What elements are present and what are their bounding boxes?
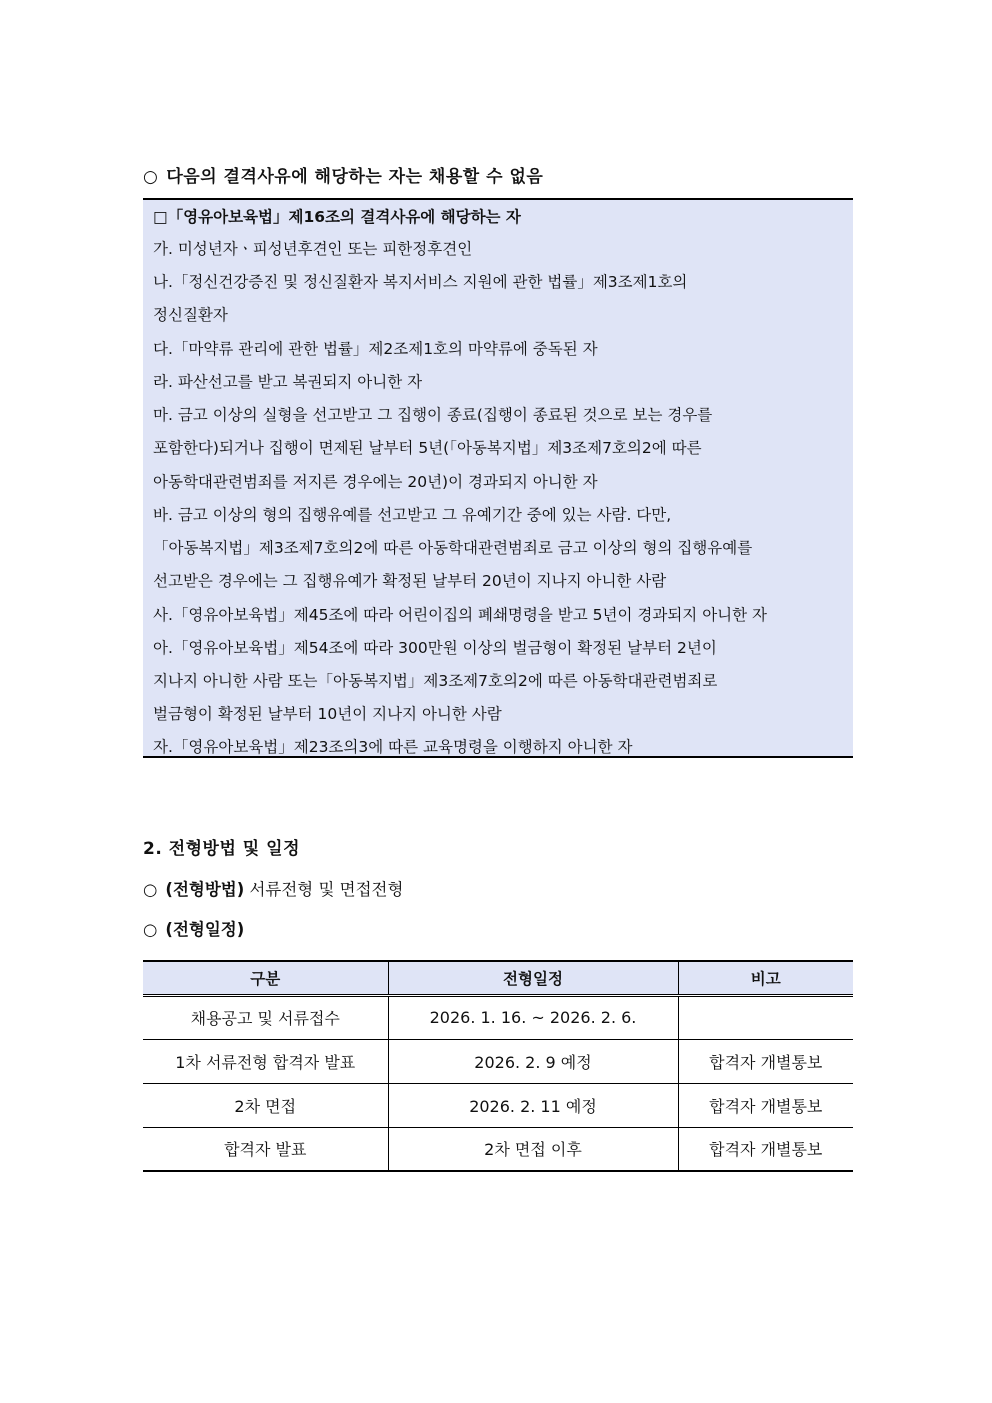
header-schedule: 전형일정 (388, 961, 678, 995)
schedule-table (143, 960, 853, 1172)
box-line: 자.「영유아보육법」제23조의3에 따른 교육명령을 이행하지 아니한 자 (153, 738, 633, 756)
header-note: 비고 (678, 961, 853, 995)
cell-note (678, 995, 853, 1039)
header-category: 구분 (143, 961, 388, 995)
cell-note: 합격자 개별통보 (678, 1083, 853, 1127)
cell-note: 합격자 개별통보 (678, 1039, 853, 1083)
box-line: 라. 파산선고를 받고 복권되지 아니한 자 (153, 373, 423, 391)
box-line: 포함한다)되거나 집행이 면제된 날부터 5년(「아동복지법」제3조제7호의2에 따른 (153, 439, 702, 457)
box-line: 바. 금고 이상의 형의 집행유예를 선고받고 그 유예기간 중에 있는 사람. 다만, (153, 506, 672, 524)
cell-schedule: 2026. 2. 11 예정 (388, 1083, 678, 1127)
box-title: □「영유아보육법」제16조의 결격사유에 해당하는 자 (153, 208, 521, 226)
circle-bullet-icon: ○ (143, 880, 158, 899)
selection-schedule (143, 916, 244, 940)
box-line: 나.「정신건강증진 및 정신질환자 복지서비스 지원에 관한 법률」제3조제1호의 (153, 273, 688, 291)
table-row (143, 1127, 853, 1171)
box-line: 마. 금고 이상의 실형을 선고받고 그 집행이 종료(집행이 종료된 것으로 보는 경우를 (153, 406, 713, 424)
disqualification-heading-text: 다음의 결격사유에 해당하는 자는 채용할 수 없음 (166, 167, 544, 187)
schedule-label: (전형일정) (165, 920, 245, 939)
cell-category: 채용공고 및 서류접수 (143, 995, 388, 1039)
box-line: 정신질환자 (153, 306, 228, 324)
box-line: 지나지 아니한 사람 또는「아동복지법」제3조제7호의2에 따른 아동학대관련범죄로 (153, 672, 718, 690)
circle-bullet-icon: ○ (143, 167, 159, 187)
selection-method (143, 876, 403, 900)
cell-note: 합격자 개별통보 (678, 1127, 853, 1171)
table-row (143, 995, 853, 1039)
box-line: 선고받은 경우에는 그 집행유예가 확정된 날부터 20년이 지나지 아니한 사람 (153, 572, 667, 590)
cell-schedule: 2026. 2. 9 예정 (388, 1039, 678, 1083)
box-line: 가. 미성년자ㆍ피성년후견인 또는 피한정후견인 (153, 240, 473, 258)
cell-schedule: 2026. 1. 16. ~ 2026. 2. 6. (388, 995, 678, 1039)
box-line: 사.「영유아보육법」제45조에 따라 어린이집의 폐쇄명령을 받고 5년이 경과되지 아니한 자 (153, 606, 768, 624)
method-label: (전형방법) (165, 880, 245, 899)
box-line: 다.「마약류 관리에 관한 법률」제2조제1호의 마약류에 중독된 자 (153, 340, 598, 358)
section-title: 2. 전형방법 및 일정 (143, 839, 300, 859)
box-line: 「아동복지법」제3조제7호의2에 따른 아동학대관련범죄로 금고 이상의 형의 집행유예를 (153, 539, 753, 557)
table-row (143, 1039, 853, 1083)
table-row (143, 1083, 853, 1127)
box-line: 아동학대관련범죄를 저지른 경우에는 20년)이 경과되지 아니한 자 (153, 473, 598, 491)
cell-category: 2차 면접 (143, 1083, 388, 1127)
circle-bullet-icon: ○ (143, 920, 158, 939)
disqualification-box (143, 198, 853, 758)
method-value: 서류전형 및 면접전형 (244, 880, 404, 899)
cell-category: 합격자 발표 (143, 1127, 388, 1171)
disqualification-heading (143, 162, 543, 187)
table-header-row (143, 961, 853, 995)
cell-schedule: 2차 면접 이후 (388, 1127, 678, 1171)
box-line: 아.「영유아보육법」제54조에 따라 300만원 이상의 벌금형이 확정된 날부터 2년이 (153, 639, 717, 657)
box-line: 벌금형이 확정된 날부터 10년이 지나지 아니한 사람 (153, 705, 502, 723)
cell-category: 1차 서류전형 합격자 발표 (143, 1039, 388, 1083)
